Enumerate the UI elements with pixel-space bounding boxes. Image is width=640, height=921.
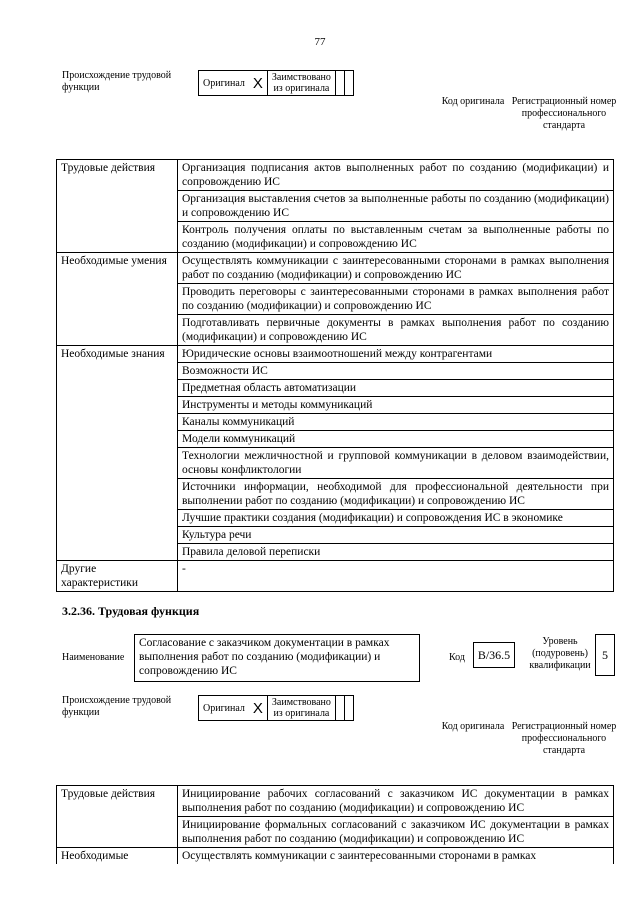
code-original-label: Код оригинала <box>441 721 505 732</box>
row-item: Подготавливать первичные документы в рамках выполнения работ по созданию (модификации) и сопровождению ИС <box>178 315 614 346</box>
reg-number-cell <box>344 696 353 721</box>
row-item: Контроль получения оплаты по выставленным счетам за выполненные работы по созданию (модификации) и сопровождению ИС <box>178 222 614 253</box>
original-cell: Оригинал <box>199 71 249 96</box>
row-item: Источники информации, необходимой для профессиональной деятельности при выполнении работ по созданию (модификации) и сопровождению ИС <box>178 479 614 510</box>
row-item: - <box>178 561 614 592</box>
original-mark: X <box>249 696 268 721</box>
code-original-cell <box>335 71 344 96</box>
competency-table-1 <box>56 159 614 592</box>
table-row <box>57 786 614 817</box>
level-value: 5 <box>595 634 615 676</box>
row-item: Юридические основы взаимоотношений между контрагентами <box>178 346 614 363</box>
row-header: Трудовые действия <box>57 160 178 253</box>
row-item: Модели коммуникаций <box>178 431 614 448</box>
borrowed-cell: Заимствовано из оригинала <box>267 71 335 96</box>
competency-table-2 <box>56 785 614 864</box>
row-item: Организация выставления счетов за выполненные работы по созданию (модификации) и сопровождению ИС <box>178 191 614 222</box>
row-header: Необходимые <box>57 848 178 865</box>
original-mark: X <box>249 71 268 96</box>
row-item: Правила деловой переписки <box>178 544 614 561</box>
table-row <box>57 346 614 363</box>
table-row <box>57 160 614 191</box>
row-header: Другие характеристики <box>57 561 178 592</box>
row-item: Проводить переговоры с заинтересованными сторонами в рамках выполнения работ по созданию (модификации) и сопровождению ИС <box>178 284 614 315</box>
table-row <box>57 848 614 865</box>
row-header: Трудовые действия <box>57 786 178 848</box>
table-row <box>57 561 614 592</box>
row-item: Технологии межличностной и групповой коммуникации в деловом взаимодействии, основы конфликтологии <box>178 448 614 479</box>
origin-label: Происхождение трудовой функции <box>62 70 172 93</box>
level-label: Уровень (подуровень) квалификации <box>529 636 591 671</box>
reg-number-cell <box>344 71 353 96</box>
name-value: Согласование с заказчиком документации в рамках выполнения работ по созданию (модификации) и сопровождению ИС <box>134 634 420 682</box>
reg-number-label: Регистрационный номер профессионального стандарта <box>511 96 617 131</box>
row-header: Необходимые умения <box>57 253 178 346</box>
code-original-label: Код оригинала <box>441 96 505 107</box>
row-item: Культура речи <box>178 527 614 544</box>
row-item: Лучшие практики создания (модификации) и сопровождения ИС в экономике <box>178 510 614 527</box>
origin-label: Происхождение трудовой функции <box>62 695 172 718</box>
reg-number-label: Регистрационный номер профессионального стандарта <box>511 721 617 756</box>
code-label: Код <box>449 652 465 663</box>
row-item: Инициирование формальных согласований с заказчиком ИС документации в рамках выполнения работ по созданию (модификации) и сопровождению ИС <box>178 817 614 848</box>
name-label: Наименование <box>62 652 125 663</box>
borrowed-cell: Заимствовано из оригинала <box>267 696 335 721</box>
origin-table <box>198 70 354 96</box>
row-item: Инструменты и методы коммуникаций <box>178 397 614 414</box>
code-value: B/36.5 <box>473 642 515 668</box>
row-item: Осуществлять коммуникации с заинтересованными сторонами в рамках <box>178 848 614 865</box>
row-item: Возможности ИС <box>178 363 614 380</box>
row-item: Осуществлять коммуникации с заинтересованными сторонами в рамках выполнения работ по созданию (модификации) и сопровождению ИС <box>178 253 614 284</box>
row-item: Организация подписания актов выполненных работ по созданию (модификации) и сопровождению ИС <box>178 160 614 191</box>
original-cell: Оригинал <box>199 696 249 721</box>
row-header: Необходимые знания <box>57 346 178 561</box>
code-original-cell <box>335 696 344 721</box>
section-title: 3.2.36. Трудовая функция <box>62 604 200 618</box>
row-item: Предметная область автоматизации <box>178 380 614 397</box>
origin-table <box>198 695 354 721</box>
page-number: 77 <box>314 36 326 48</box>
row-item: Каналы коммуникаций <box>178 414 614 431</box>
table-row <box>57 253 614 284</box>
row-item: Инициирование рабочих согласований с заказчиком ИС документации в рамках выполнения работ по созданию (модификации) и сопровождению ИС <box>178 786 614 817</box>
